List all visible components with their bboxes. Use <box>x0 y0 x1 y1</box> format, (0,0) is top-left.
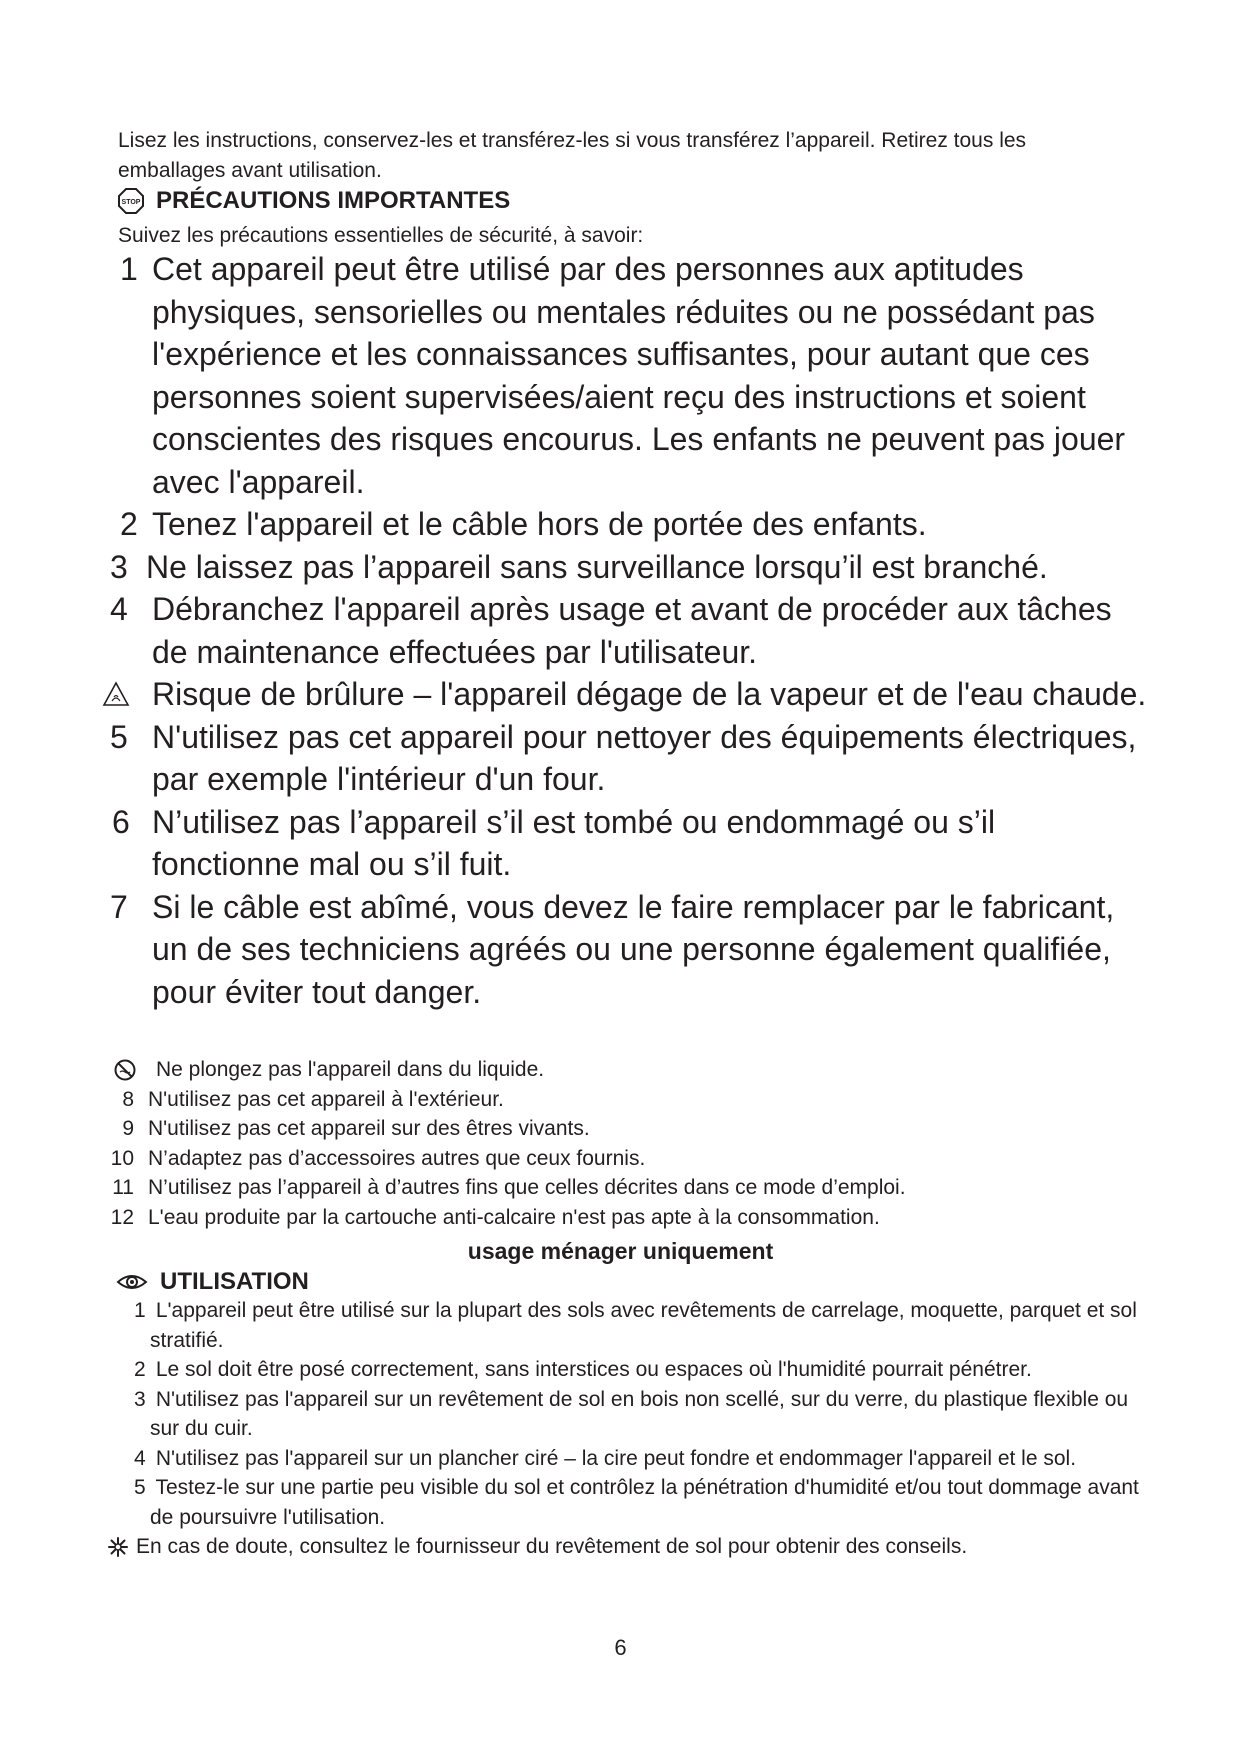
item-number: 6 <box>112 803 130 840</box>
list-item <box>110 1203 1150 1233</box>
flooring-tip <box>104 1532 1150 1562</box>
list-item <box>110 1144 1150 1174</box>
utilisation-heading <box>116 1267 309 1297</box>
item-number: 3 <box>110 548 128 585</box>
item-number: 2 <box>134 1358 146 1381</box>
utilisation-list <box>110 1296 1150 1562</box>
stop-icon <box>118 188 144 214</box>
no-immerse-warning <box>110 1055 1150 1085</box>
burn-warning-text: Risque de brûlure – l'appareil dégage de la vapeur et de l'eau chaude. <box>152 676 1147 712</box>
list-item <box>110 886 1150 1014</box>
item-number: 7 <box>110 888 128 925</box>
item-number: 1 <box>134 1299 146 1322</box>
utilisation-title: UTILISATION <box>160 1268 309 1295</box>
precautions-title: PRÉCAUTIONS IMPORTANTES <box>156 187 511 214</box>
item-text: Débranchez l'appareil après usage et avant de procéder aux tâches de maintenance effectuées par l'utilisateur. <box>152 591 1112 670</box>
item-text: N’adaptez pas d’accessoires autres que ceux fournis. <box>148 1146 646 1170</box>
item-text: L'eau produite par la cartouche anti-calcaire n'est pas apte à la consommation. <box>148 1205 880 1229</box>
precautions-minor-list <box>110 1055 1150 1232</box>
household-use-note: usage ménager uniquement <box>467 1238 774 1264</box>
list-item <box>110 503 1150 546</box>
item-number: 4 <box>134 1446 146 1470</box>
list-item <box>110 801 1150 886</box>
item-number: 12 <box>110 1205 134 1229</box>
item-number: 10 <box>110 1146 134 1170</box>
intro-text: Lisez les instructions, conservez-les et transférez-les si vous transférez l’appareil. Retirez tous les emballages avant utilisation. <box>118 129 1027 182</box>
item-text: Si le câble est abîmé, vous devez le faire remplacer par le fabricant, un de ses techniciens agréés ou une personne également qualifiée, pour éviter tout danger. <box>152 888 1115 1010</box>
item-text: Cet appareil peut être utilisé par des personnes aux aptitudes physiques, sensorielles ou mentales réduites ou ne possédant pas l'expérience et les connaissances suffisantes, pour autant que ces personnes soient supervisées/aient reçu des instructions et soient conscientes des risques encourus. Les enfants ne peuvent pas jouer avec l'appareil. <box>152 251 1126 500</box>
item-number: 3 <box>134 1387 146 1411</box>
item-text: N'utilisez pas cet appareil à l'extérieur. <box>148 1087 504 1111</box>
item-number: 8 <box>122 1087 134 1111</box>
item-number: 5 <box>134 1476 146 1499</box>
warning-triangle-icon <box>102 681 130 707</box>
no-immersion-icon <box>114 1059 136 1081</box>
list-item <box>110 1473 1150 1532</box>
burn-warning <box>110 673 1150 716</box>
item-number: 2 <box>120 506 138 542</box>
precautions-major-list <box>110 248 1150 1013</box>
item-text: L'appareil peut être utilisé sur la plupart des sols avec revêtements de carrelage, moquette, parquet et sol stratifié. <box>150 1299 1137 1352</box>
item-text: Le sol doit être posé correctement, sans interstices ou espaces où l'humidité pourrait pénétrer. <box>155 1358 1032 1381</box>
item-text: N’utilisez pas l’appareil s’il est tombé ou endommagé ou s’il fonctionne mal ou s’il fuit. <box>152 803 996 882</box>
item-text: N'utilisez pas l'appareil sur un plancher ciré – la cire peut fondre et endommager l'appareil et le sol. <box>155 1446 1077 1470</box>
list-item <box>110 248 1150 503</box>
item-number: 4 <box>110 591 128 627</box>
list-item <box>110 716 1150 801</box>
hint-star-icon <box>108 1537 128 1557</box>
item-text: Ne laissez pas l’appareil sans surveillance lorsqu’il est branché. <box>146 548 1048 585</box>
list-item <box>110 1114 1150 1144</box>
list-item <box>110 1385 1150 1444</box>
flooring-tip-text: En cas de doute, consultez le fournisseur du revêtement de sol pour obtenir des conseils. <box>136 1535 968 1558</box>
precautions-subtitle: Suivez les précautions essentielles de sécurité, à savoir: <box>118 224 644 247</box>
precautions-heading <box>118 186 510 216</box>
svg-text:STOP: STOP <box>121 199 141 206</box>
item-text: N'utilisez pas cet appareil sur des êtres vivants. <box>148 1117 590 1140</box>
list-item <box>110 1444 1150 1474</box>
list-item <box>110 546 1150 589</box>
item-text: N’utilisez pas l’appareil à d’autres fins que celles décrites dans ce mode d’emploi. <box>148 1176 906 1199</box>
item-text: N'utilisez pas cet appareil pour nettoyer des équipements électriques, par exemple l'intérieur d'un four. <box>152 718 1137 797</box>
list-item <box>110 1296 1150 1355</box>
list-item <box>110 1085 1150 1115</box>
list-item <box>110 588 1150 673</box>
item-number: 5 <box>110 718 128 755</box>
item-number: 9 <box>122 1117 134 1140</box>
no-immerse-text: Ne plongez pas l'appareil dans du liquide. <box>156 1058 545 1081</box>
page-number: 6 <box>614 1635 627 1660</box>
list-item <box>110 1173 1150 1203</box>
eye-icon <box>116 1272 148 1292</box>
item-number: 1 <box>120 251 138 287</box>
item-text: N'utilisez pas l'appareil sur un revêtement de sol en bois non scellé, sur du verre, du plastique flexible ou sur du cuir. <box>150 1387 1129 1440</box>
item-text: Testez-le sur une partie peu visible du sol et contrôlez la pénétration d'humidité et/ou tout dommage avant de poursuivre l'utilisation. <box>150 1476 1139 1529</box>
item-number: 11 <box>112 1176 134 1199</box>
list-item <box>110 1355 1150 1385</box>
item-text: Tenez l'appareil et le câble hors de portée des enfants. <box>152 506 927 542</box>
